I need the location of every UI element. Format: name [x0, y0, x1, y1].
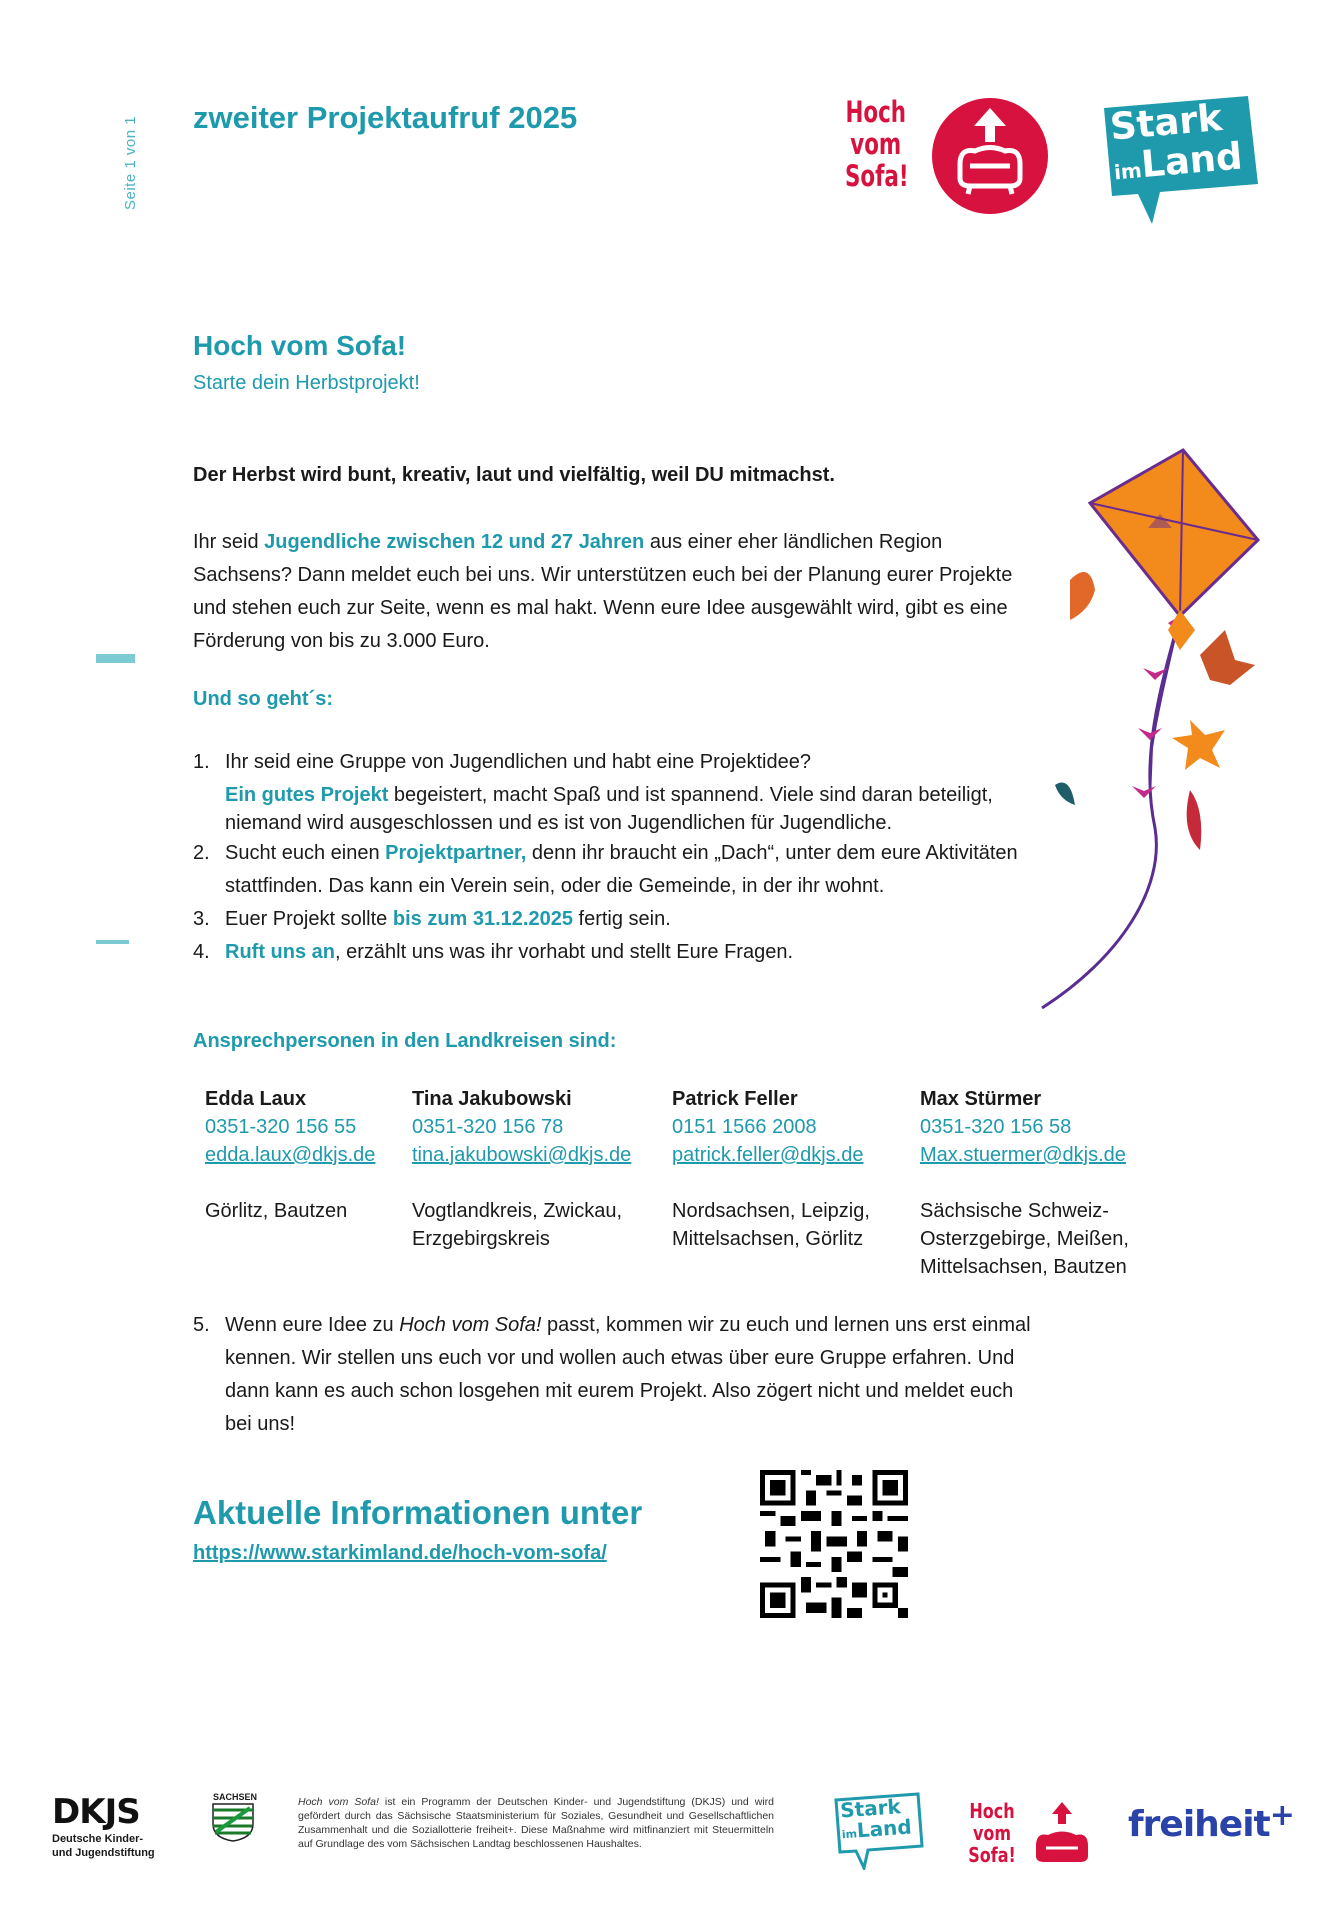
footer-body: ist ein Programm der Deutschen Kinder- und Jugendstiftung (DKJS) und wird gefördert durch das Sächsische Staatsministerium für Soziales, Gesundheit und Gesellschaftlichen Zusammenhalt und die Soziallotterie freiheit+. Diese Maßnahme wird mitfinanziert mit Steuermitteln auf Grundlage des vom Sächsischen Landtag beschlossenen Haushaltes. — [298, 1796, 774, 1850]
stark-im-land-logo — [1098, 92, 1263, 228]
footer-logo-stark-word: Stark — [839, 1794, 902, 1823]
step-item — [193, 837, 1033, 903]
sachsen-label: SACHSEN — [212, 1792, 257, 1802]
contact-region-line-2: Osterzgebirge, Meißen, — [920, 1228, 1129, 1250]
contact-patrick-feller — [672, 1085, 870, 1253]
contact-email-link[interactable]: edda.laux@dkjs.de — [205, 1144, 376, 1166]
footer-hoch-vom-sofa-logo — [968, 1800, 1098, 1880]
footer-logo-vom-word: vom — [972, 1821, 1012, 1845]
contact-name: Patrick Feller — [672, 1088, 798, 1110]
contact-region-line-2: Mittelsachsen, Görlitz — [672, 1228, 864, 1250]
contact-email-link[interactable]: Max.stuermer@dkjs.de — [920, 1144, 1126, 1166]
step-text: Euer Projekt sollte — [225, 908, 393, 930]
footer-text — [298, 1795, 774, 1851]
step-text: Sucht euch einen — [225, 842, 386, 864]
dkjs-wordmark: DKJS — [52, 1792, 140, 1832]
step-emphasis: Hoch vom Sofa! — [399, 1314, 542, 1336]
step-number: 3. — [193, 908, 210, 930]
step-item — [193, 1309, 1033, 1441]
page-title: zweiter Projektaufruf 2025 — [193, 100, 578, 135]
contact-region-line-2: Erzgebirgskreis — [412, 1228, 550, 1250]
footer-logo-land-word: Land — [856, 1814, 913, 1843]
margin-mark-top — [96, 654, 135, 663]
contact-phone[interactable]: 0351-320 156 78 — [412, 1116, 564, 1138]
plus-icon: + — [1269, 1798, 1294, 1833]
step-item — [193, 903, 1033, 936]
logo-stark-word: Stark — [1108, 96, 1224, 149]
contact-region: Nordsachsen, Leipzig, — [672, 1200, 870, 1222]
step-text-end: , erzählt uns was ihr vorhabt und stellt Eure Fragen. — [335, 941, 794, 963]
subheading: Starte dein Herbstprojekt! — [193, 372, 420, 394]
freiheit-wordmark: freiheit — [1128, 1804, 1270, 1845]
contact-region-line-3: Mittelsachsen, Bautzen — [920, 1256, 1127, 1278]
steps-list-continued — [193, 1309, 1033, 1441]
step-number: 5. — [193, 1314, 210, 1336]
contact-max-stuermer — [920, 1085, 1129, 1281]
footer-stark-im-land-logo — [832, 1792, 924, 1870]
step-item — [193, 936, 1033, 969]
contact-email-link[interactable]: tina.jakubowski@dkjs.de — [412, 1144, 632, 1166]
dkjs-name-line-2: und Jugendstiftung — [52, 1847, 155, 1859]
step-text: Ihr seid eine Gruppe von Jugendlichen und habt eine Projektidee? — [225, 751, 811, 773]
qr-code-icon[interactable] — [760, 1470, 908, 1618]
contact-region: Vogtlandkreis, Zwickau, — [412, 1200, 623, 1222]
contacts-heading: Ansprechpersonen in den Landkreisen sind: — [193, 1030, 617, 1052]
logo-hoch-word: Hoch — [845, 95, 907, 129]
footer-sofa-up-icon — [1030, 1800, 1094, 1866]
contact-name: Tina Jakubowski — [412, 1088, 572, 1110]
footer-logo-sofa-word: Sofa! — [968, 1843, 1016, 1867]
step-highlight: Ein gutes Projekt — [225, 784, 389, 806]
contact-phone[interactable]: 0151 1566 2008 — [672, 1116, 817, 1138]
logo-vom-word: vom — [850, 127, 902, 161]
hoch-vom-sofa-logo — [845, 96, 1050, 216]
autumn-leaves-icon — [1050, 560, 1280, 860]
logo-land-word: Land — [1139, 134, 1245, 187]
freiheit-plus-logo — [1128, 1798, 1294, 1845]
step-number: 1. — [193, 751, 210, 773]
contact-phone[interactable]: 0351-320 156 58 — [920, 1116, 1072, 1138]
step-text: Wenn eure Idee zu — [225, 1314, 400, 1336]
step-text-end: fertig sein. — [572, 908, 671, 930]
contact-region: Görlitz, Bautzen — [205, 1200, 348, 1222]
steps-list — [193, 746, 1033, 969]
sachsen-logo — [210, 1792, 260, 1847]
lead-text: Der Herbst wird bunt, kreativ, laut und vielfältig, weil DU mitmachst. — [193, 464, 835, 486]
sofa-up-icon — [930, 96, 1050, 216]
intro-highlight: Jugendliche zwischen 12 und 27 Jahren — [264, 531, 645, 553]
step-highlight: Ruft uns an — [225, 941, 335, 963]
intro-text-end: aus einer eher ländlichen Region Sachsens? Dann meldet euch bei uns. Wir unterstützen euch bei der Planung eurer Projekte und stehen euch zur Seite, wenn es mal hakt. Wenn eure Idee ausgewählt wird, gibt es eine Förderung von bis zu 3.000 Euro. — [193, 531, 1013, 652]
step-text-end: passt, kommen wir zu euch und lernen uns erst einmal kennen. Wir stellen uns euch vor und wollen auch etwas über eure Gruppe erfahren. Und dann kann es auch schon losgehen mit eurem Projekt. Also zögert nicht und meldet euch bei uns! — [225, 1314, 1031, 1435]
step-highlight: bis zum 31.12.2025 — [392, 908, 573, 930]
info-url-link[interactable]: https://www.starkimland.de/hoch-vom-sofa/ — [193, 1542, 607, 1564]
contact-email-link[interactable]: patrick.feller@dkjs.de — [672, 1144, 864, 1166]
step-item — [193, 746, 1033, 837]
contact-tina-jakubowski — [412, 1085, 631, 1253]
step-highlight: Projektpartner, — [385, 842, 527, 864]
logo-sofa-word: Sofa! — [845, 159, 909, 193]
contact-name: Edda Laux — [205, 1088, 307, 1110]
footer-logo-im-word: im — [841, 1827, 858, 1842]
intro-paragraph — [193, 526, 1013, 658]
intro-text-start: Ihr seid — [193, 531, 265, 553]
dkjs-logo — [52, 1792, 182, 1860]
contact-edda-laux — [205, 1085, 375, 1225]
sachsen-crest-icon — [210, 1802, 256, 1842]
steps-heading: Und so geht´s: — [193, 688, 333, 710]
info-heading: Aktuelle Informationen unter — [193, 1494, 643, 1531]
step-number: 4. — [193, 941, 210, 963]
step-text-end: denn ihr braucht ein „Dach“, unter dem eure Aktivitäten stattfinden. Das kann ein Verein sein, oder die Gemeinde, in der ihr wohnt. — [225, 842, 1018, 897]
step-number: 2. — [193, 842, 210, 864]
page-indicator: Seite 1 von 1 — [122, 115, 139, 210]
step-sub-text — [225, 781, 1033, 837]
contact-region: Sächsische Schweiz- — [920, 1200, 1109, 1222]
step-sub-body: begeistert, macht Spaß und ist spannend. Viele sind daran beteiligt, niemand wird ausgeschlossen und es ist von Jugendlichen für Jugendliche. — [225, 784, 993, 834]
margin-mark-bottom — [96, 940, 129, 944]
main-heading: Hoch vom Sofa! — [193, 330, 407, 361]
dkjs-name-line-1: Deutsche Kinder- — [52, 1833, 144, 1845]
footer-program-name: Hoch vom Sofa! — [298, 1796, 379, 1808]
logo-im-word: im — [1113, 158, 1143, 185]
contact-name: Max Stürmer — [920, 1088, 1042, 1110]
contact-phone[interactable]: 0351-320 156 55 — [205, 1116, 357, 1138]
footer-logo-hoch-word: Hoch — [969, 1799, 1015, 1823]
